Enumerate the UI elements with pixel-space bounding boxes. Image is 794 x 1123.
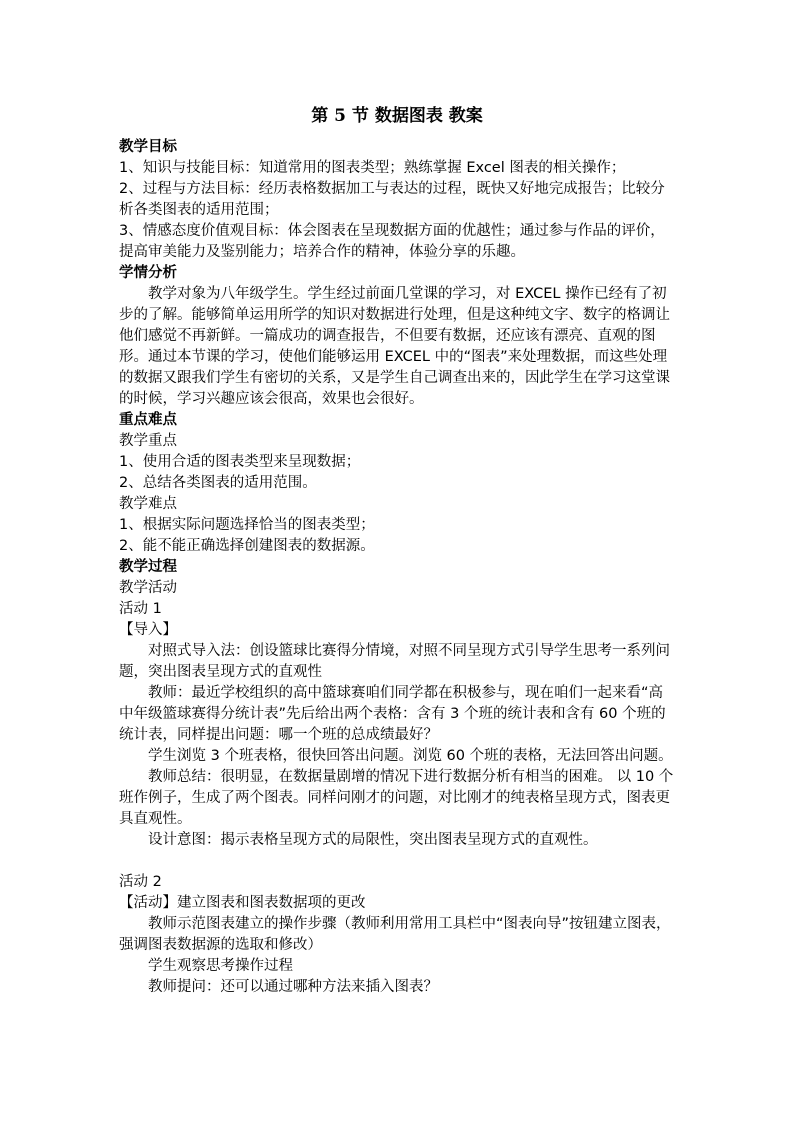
activity1-paragraph: 教师总结：很明显，在数据量剧增的情况下进行数据分析有相当的困难。 以 10 个班作例子，生成了两个图表。同样问刚才的问题，对比刚才的纯表格呈现方式，图表更具直观性。 (119, 769, 674, 827)
process-heading: 教学过程 (119, 559, 177, 575)
focus-item: 2、总结各类图表的适用范围。 (119, 475, 317, 491)
focus-item: 1、使用合适的图表类型来呈现数据； (119, 454, 361, 470)
activity2-paragraph: 教师提问：还可以通过哪种方法来插入图表？ (148, 979, 438, 995)
objective-item: 3、情感态度价值观目标：体会图表在呈现数据方面的优越性；通过参与作品的评价，提高审美能力及鉴别能力；培养合作的精神，体验分享的乐趣。 (119, 223, 665, 260)
analysis-heading: 学情分析 (119, 265, 177, 281)
difficulty-label: 教学难点 (119, 496, 177, 512)
activity2-paragraph: 学生观察思考操作过程 (148, 958, 293, 974)
objective-item: 2、过程与方法目标：经历表格数据加工与表达的过程，既快又好地完成报告；比较分析各类图表的适用范围； (119, 181, 665, 218)
spacer (119, 851, 675, 872)
activity1-label: 活动 1 (119, 601, 162, 617)
activity1-paragraph: 学生浏览 3 个班表格，很快回答出问题。浏览 60 个班的表格，无法回答出问题。 (148, 748, 673, 764)
activity1-paragraph: 设计意图：揭示表格呈现方式的局限性，突出图表呈现方式的直观性。 (148, 832, 598, 848)
activity1-paragraph: 对照式导入法：创设篮球比赛得分情境，对照不同呈现方式引导学生思考一系列问题，突出图表呈现方式的直观性 (119, 643, 670, 680)
document-body (119, 137, 675, 998)
objective-item: 1、知识与技能目标：知道常用的图表类型；熟练掌握 Excel 图表的相关操作； (119, 160, 626, 176)
analysis-paragraph: 教学对象为八年级学生。学生经过前面几堂课的学习，对 EXCEL 操作已经有了初步的了解。能够简单运用所学的知识对数据进行处理，但是这种纯文字、数字的格调让他们感觉不再新鲜。一篇成功的调查报告，不但要有数据，还应该有漂亮、直观的图形。通过本节课的学习，使他们能够运用 EXCEL 中的“图表”来处理数据，而这些处理的数据又跟我们学生有密切的关系，又是学生自己调查出来的，因此学生在学习这堂课的时候，学习兴趣应该会很高，效果也会很好。 (119, 286, 670, 407)
keypoints-heading: 重点难点 (119, 412, 177, 428)
focus-label: 教学重点 (119, 433, 177, 449)
difficulty-item: 2、能不能正确选择创建图表的数据源。 (119, 538, 375, 554)
activity2-tag: 【活动】建立图表和图表数据项的更改 (119, 895, 366, 911)
activity1-tag: 【导入】 (119, 622, 177, 638)
objectives-heading: 教学目标 (119, 139, 177, 155)
activity2-paragraph: 教师示范图表建立的操作步骤（教师利用常用工具栏中“图表向导”按钮建立图表，强调图表数据源的选取和修改） (119, 916, 671, 953)
activity1-paragraph: 教师：最近学校组织的高中篮球赛咱们同学都在积极参与，现在咱们一起来看“高中年级篮球赛得分统计表”先后给出两个表格：含有 3 个班的统计表和含有 60 个班的统计表，同样提出问题：哪一个班的总成绩最好？ (119, 685, 666, 743)
difficulty-item: 1、根据实际问题选择恰当的图表类型； (119, 517, 375, 533)
activity2-label: 活动 2 (119, 874, 162, 890)
activities-label: 教学活动 (119, 580, 177, 596)
document-title: 第 5 节 数据图表 教案 (311, 106, 483, 126)
